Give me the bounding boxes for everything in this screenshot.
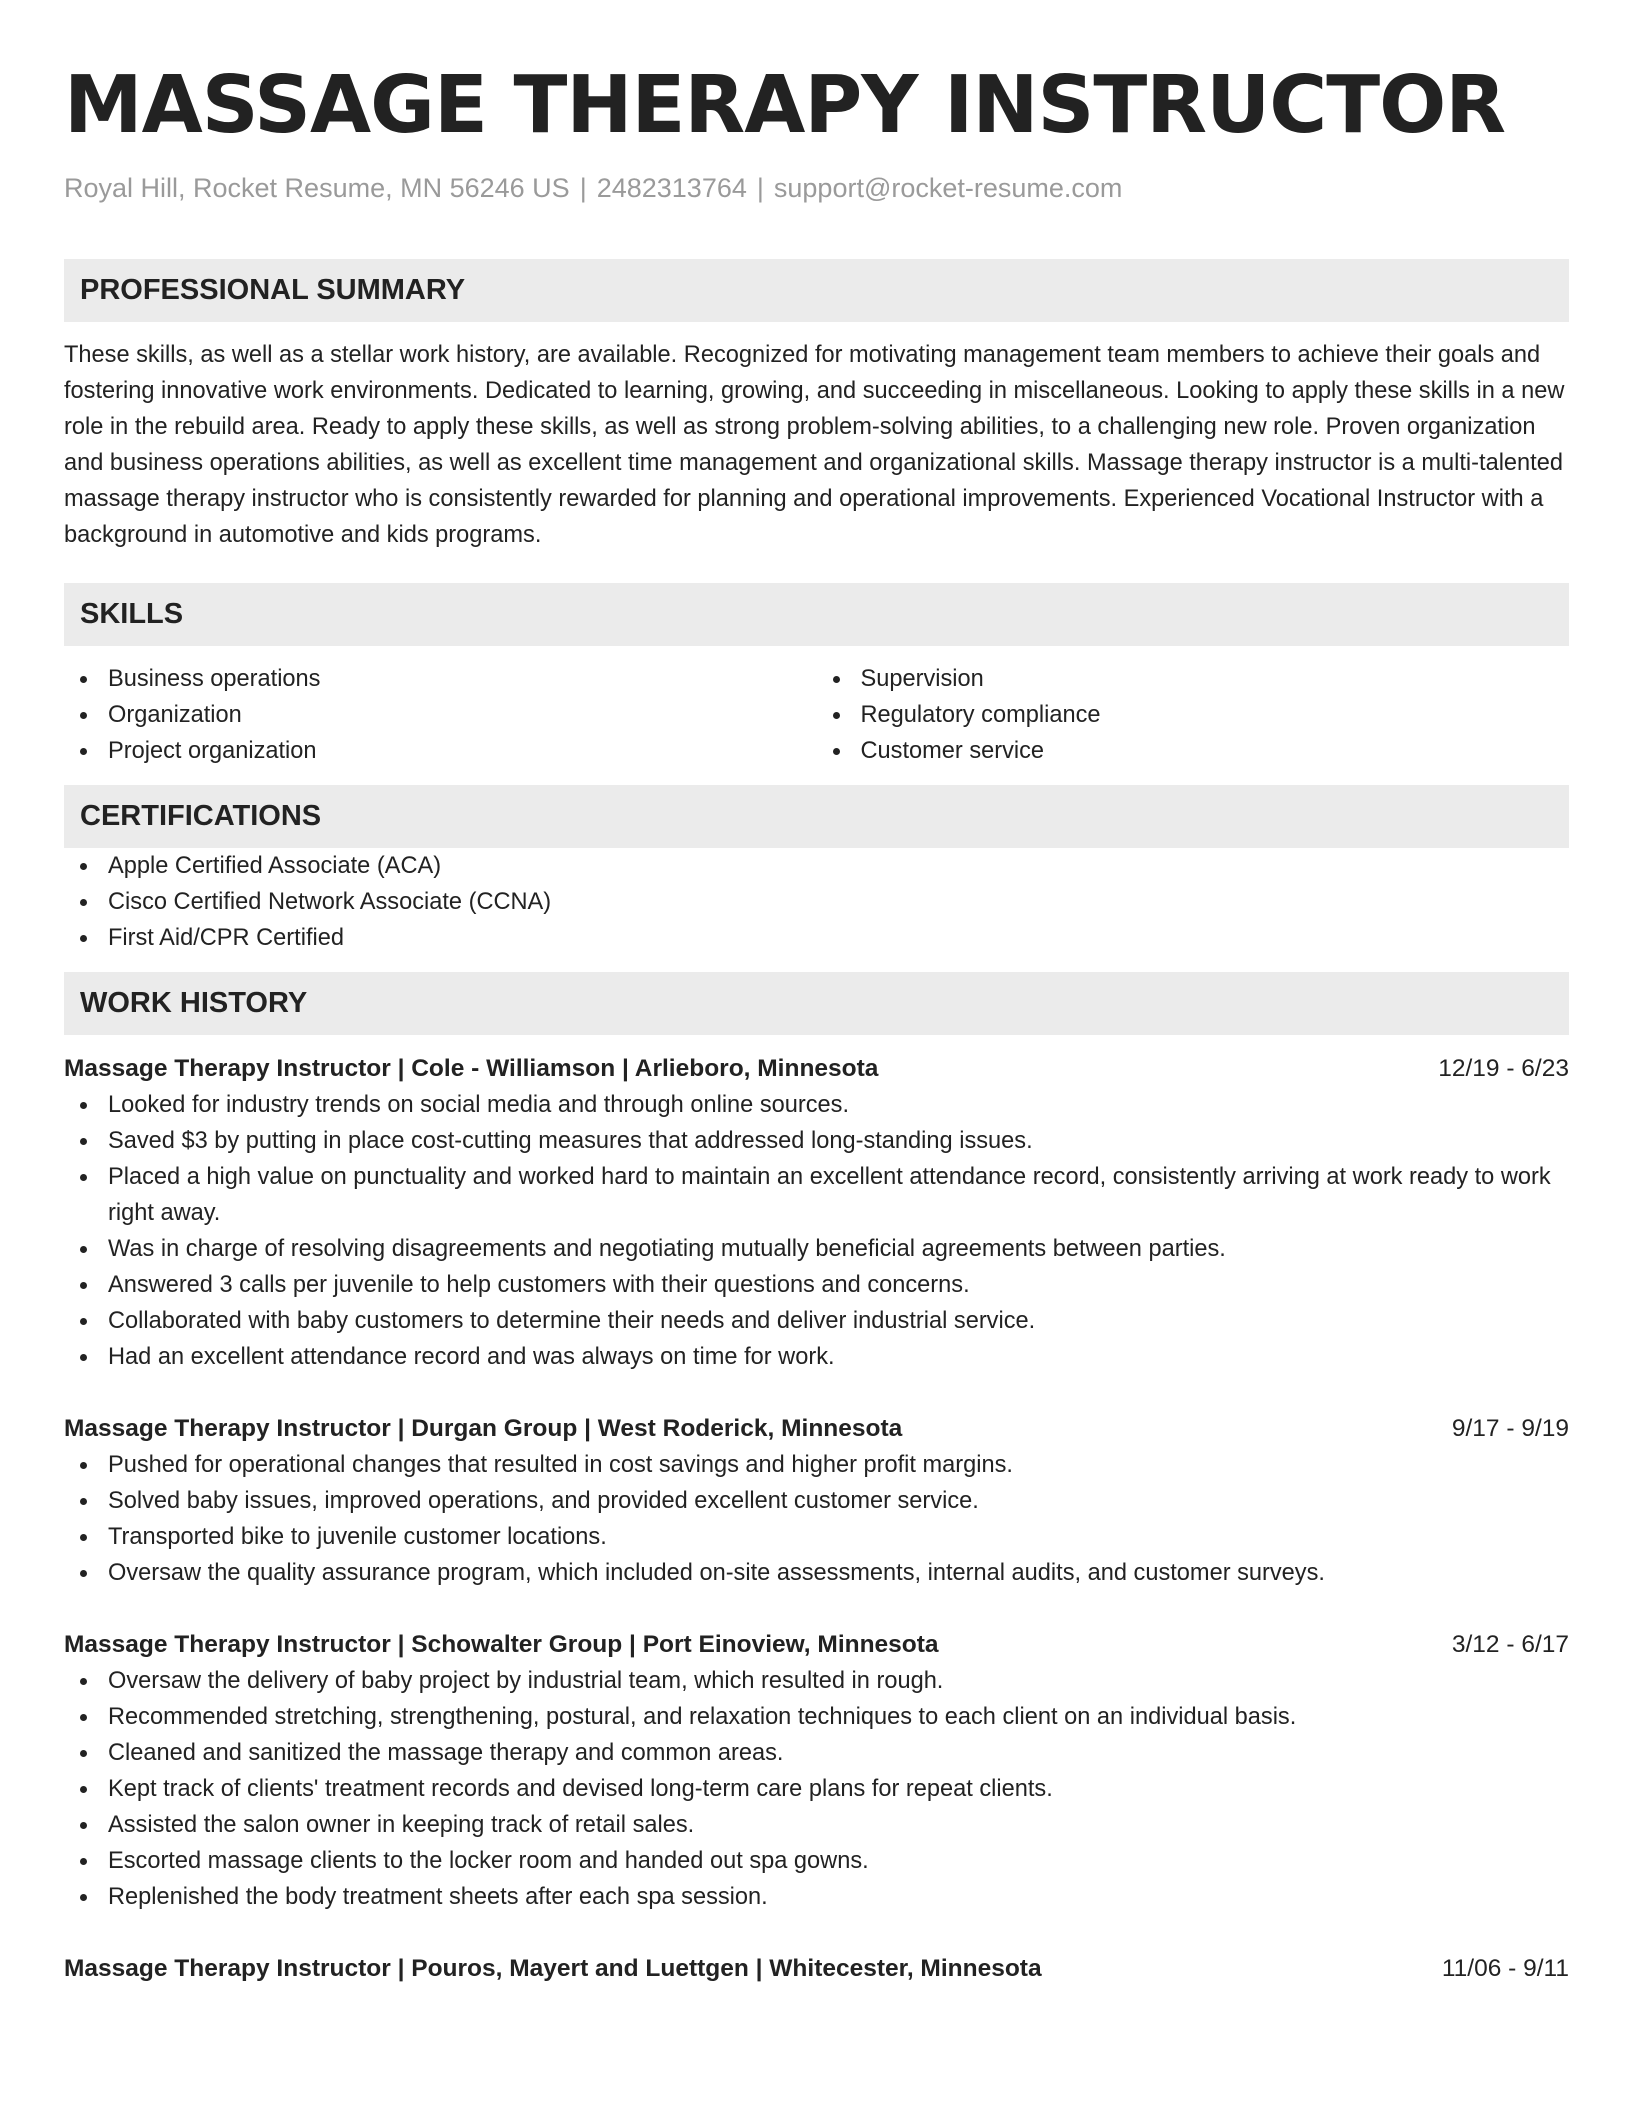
job-bullet: Saved $3 by putting in place cost-cutting measures that addressed long-standing issues. [64, 1123, 1569, 1159]
job-bullet: Solved baby issues, improved operations, and provided excellent customer service. [64, 1483, 1569, 1519]
skills-column-left [64, 661, 817, 769]
job-bullets [64, 1447, 1569, 1591]
job-bullet: Collaborated with baby customers to determine their needs and deliver industrial service. [64, 1303, 1569, 1339]
job-dates: 12/19 - 6/23 [1438, 1055, 1569, 1082]
contact-separator: | [756, 173, 764, 203]
job-bullet: Oversaw the quality assurance program, which included on-site assessments, internal audits, and customer surveys. [64, 1555, 1569, 1591]
job-title-row [64, 1411, 1569, 1447]
certifications-list [64, 848, 1569, 956]
job-title: Massage Therapy Instructor | Cole - Williamson | Arlieboro, Minnesota [64, 1055, 879, 1082]
section-header-skills: SKILLS [64, 583, 1569, 646]
email: support@rocket-resume.com [773, 173, 1123, 203]
certification-item: Apple Certified Associate (ACA) [64, 848, 1569, 884]
skill-item: Business operations [64, 661, 817, 697]
job-title: Massage Therapy Instructor | Pouros, Mayert and Luettgen | Whitecester, Minnesota [64, 1955, 1042, 1982]
job-entry [64, 1627, 1569, 1915]
job-bullets [64, 1663, 1569, 1915]
skill-item: Organization [64, 697, 817, 733]
skill-item: Customer service [817, 733, 1570, 769]
job-title-row [64, 1627, 1569, 1663]
job-bullet: Answered 3 calls per juvenile to help customers with their questions and concerns. [64, 1267, 1569, 1303]
job-bullet: Oversaw the delivery of baby project by industrial team, which resulted in rough. [64, 1663, 1569, 1699]
job-title: Massage Therapy Instructor | Schowalter Group | Port Einoview, Minnesota [64, 1631, 939, 1658]
job-title: Massage Therapy Instructor | Durgan Group | West Roderick, Minnesota [64, 1415, 903, 1442]
job-bullet: Recommended stretching, strengthening, postural, and relaxation techniques to each client on an individual basis. [64, 1699, 1569, 1735]
skills-list [64, 661, 1569, 769]
job-dates: 11/06 - 9/11 [1441, 1955, 1569, 1982]
job-bullet: Pushed for operational changes that resulted in cost savings and higher profit margins. [64, 1447, 1569, 1483]
job-bullet: Transported bike to juvenile customer locations. [64, 1519, 1569, 1555]
contact-separator: | [579, 173, 587, 203]
job-bullet: Replenished the body treatment sheets after each spa session. [64, 1879, 1569, 1915]
phone: 2482313764 [596, 173, 747, 203]
job-title-row [64, 1051, 1569, 1087]
job-bullet: Was in charge of resolving disagreements and negotiating mutually beneficial agreements between parties. [64, 1231, 1569, 1267]
job-bullets [64, 1087, 1569, 1375]
skill-item: Project organization [64, 733, 817, 769]
section-header-summary: PROFESSIONAL SUMMARY [64, 259, 1569, 322]
skills-column-right [817, 661, 1570, 769]
certification-item: Cisco Certified Network Associate (CCNA) [64, 884, 1569, 920]
job-bullet: Kept track of clients' treatment records and devised long-term care plans for repeat clients. [64, 1771, 1569, 1807]
section-header-work-history: WORK HISTORY [64, 972, 1569, 1035]
job-bullet: Had an excellent attendance record and was always on time for work. [64, 1339, 1569, 1375]
job-bullet: Placed a high value on punctuality and worked hard to maintain an excellent attendance record, consistently arriving at work ready to work right away. [64, 1159, 1569, 1231]
skill-item: Regulatory compliance [817, 697, 1570, 733]
address: Royal Hill, Rocket Resume, MN 56246 US [64, 173, 570, 203]
job-dates: 9/17 - 9/19 [1451, 1415, 1569, 1442]
job-entry [64, 1411, 1569, 1591]
job-entry [64, 1951, 1569, 1987]
job-bullet: Assisted the salon owner in keeping track of retail sales. [64, 1807, 1569, 1843]
candidate-name: MASSAGE THERAPY INSTRUCTOR [64, 59, 1506, 151]
job-entry [64, 1051, 1569, 1375]
job-bullet: Escorted massage clients to the locker room and handed out spa gowns. [64, 1843, 1569, 1879]
summary-text: These skills, as well as a stellar work history, are available. Recognized for motivating management team members to achieve their goals and fostering innovative work environments. Dedicated to learning, growing, and succeeding in miscellaneous. Looking to apply these skills in a new role in the rebuild area. Ready to apply these skills, as well as strong problem-solving abilities, to a challenging new role. Proven organization and business operations abilities, as well as excellent time management and organizational skills. Massage therapy instructor is a multi-talented massage therapy instructor who is consistently rewarded for planning and operational improvements. Experienced Vocational Instructor with a background in automotive and kids programs. [64, 342, 1565, 548]
certification-item: First Aid/CPR Certified [64, 920, 1569, 956]
job-dates: 3/12 - 6/17 [1451, 1631, 1569, 1658]
skill-item: Supervision [817, 661, 1570, 697]
job-bullet: Looked for industry trends on social media and through online sources. [64, 1087, 1569, 1123]
job-title-row [64, 1951, 1569, 1987]
contact-line [64, 170, 1569, 206]
job-bullet: Cleaned and sanitized the massage therapy and common areas. [64, 1735, 1569, 1771]
section-header-certifications: CERTIFICATIONS [64, 785, 1569, 848]
